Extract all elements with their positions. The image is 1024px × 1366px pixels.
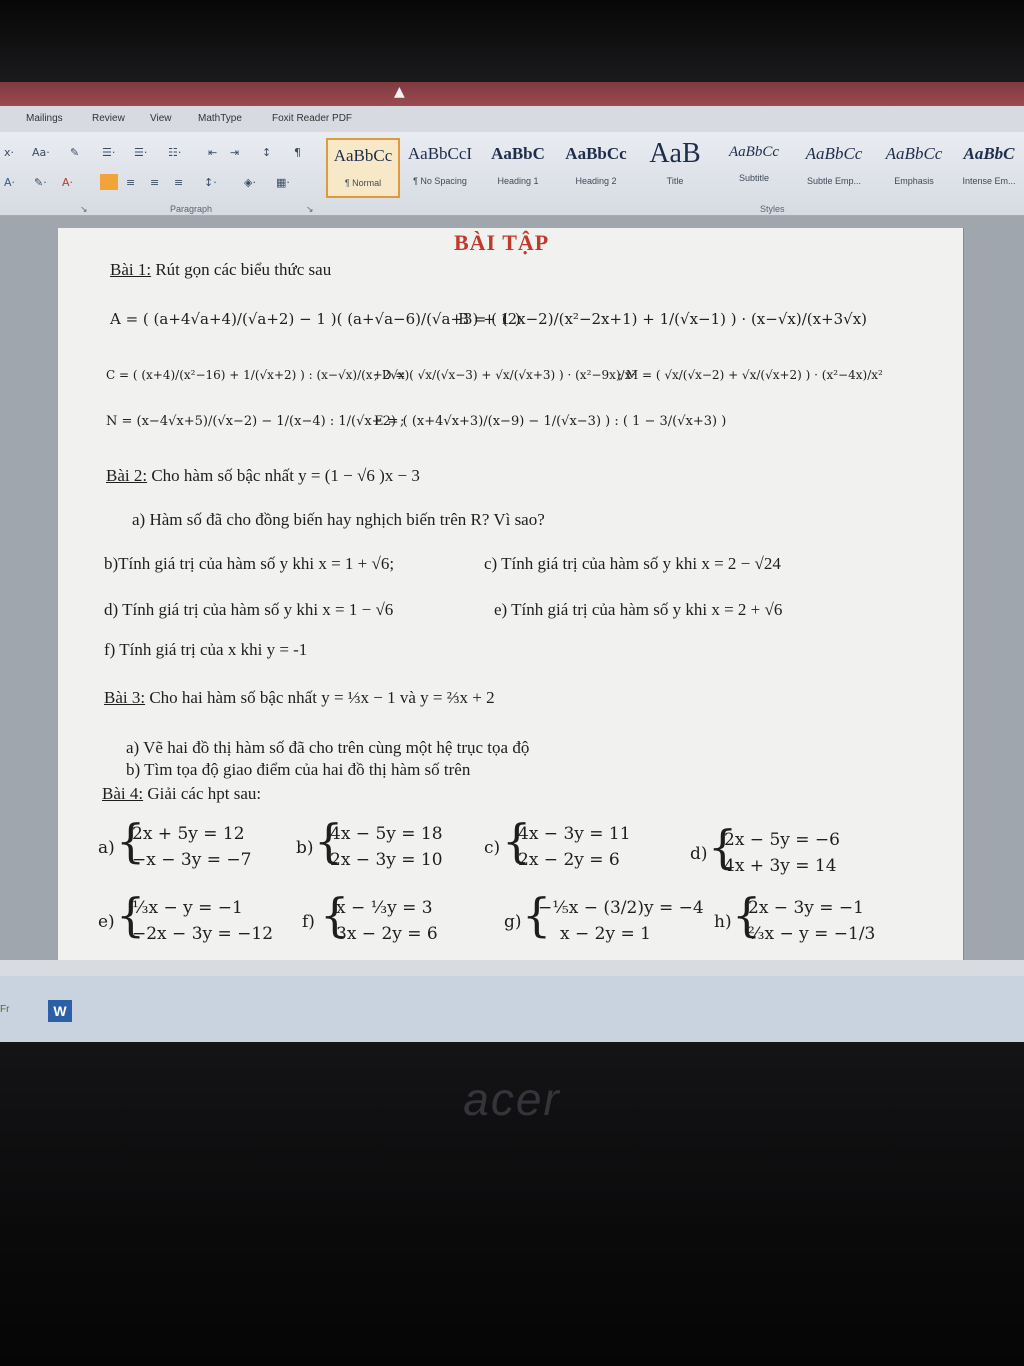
document-page[interactable]: [58, 228, 964, 968]
expr-n: N = (x−4√x+5)/(√x−2) − 1/(x−4) : 1/(√x+2) ;: [106, 414, 405, 429]
system-row-1: ⅓x − y = −1: [132, 898, 243, 918]
style-subtitle[interactable]: AaBbCc Subtitle: [729, 144, 779, 183]
tab-foxit-reader-pdf[interactable]: Foxit Reader PDF: [272, 113, 353, 124]
brace-icon: {: [320, 888, 350, 942]
style-title[interactable]: AaB Title: [649, 138, 701, 186]
align-left-icon[interactable]: [100, 174, 118, 190]
ribbon-body: [0, 132, 1024, 216]
mouse-cursor-icon: ▲: [394, 84, 405, 100]
bai2-item-c: c) Tính giá trị của hàm số y khi x = 2 − √24: [484, 554, 781, 573]
bai2-item-b: b)Tính giá trị của hàm số y khi x = 1 + √6;: [104, 554, 395, 573]
expr-d: ; D = ( √x/(√x−3) + √x/(√x+3) ) · (x²−9x)/x²: [374, 368, 637, 382]
font-color-icon[interactable]: A·: [62, 176, 74, 189]
style-heading-2[interactable]: AaBbCc Heading 2: [565, 144, 627, 186]
brace-icon: {: [116, 814, 146, 868]
expr-b: B = ( (2x−2)/(x²−2x+1) + 1/(√x−1) ) · (x−√x)/(x+3√x): [458, 310, 868, 328]
system-row-1: 2x + 5y = 12: [132, 824, 245, 844]
tab-review[interactable]: Review: [92, 113, 125, 124]
increase-indent-icon[interactable]: ⇥: [230, 146, 240, 159]
horizontal-scrollbar[interactable]: [0, 960, 1024, 976]
change-case-icon[interactable]: Aa·: [32, 146, 50, 159]
bai4-line: [102, 784, 261, 804]
brace-icon: {: [708, 820, 738, 874]
system-row-1: 4x − 5y = 18: [330, 824, 443, 844]
laptop-brand-logo: acer: [463, 1073, 561, 1125]
bai3-line: [104, 688, 495, 708]
decrease-indent-icon[interactable]: ⇤: [208, 146, 218, 159]
system-label: h): [714, 912, 732, 932]
brace-icon: {: [502, 814, 532, 868]
align-center-icon[interactable]: ≡: [126, 176, 136, 189]
system-row-2: 4x + 3y = 14: [724, 856, 837, 876]
system-row-1: −⅕x − (3/2)y = −4: [538, 898, 704, 918]
expr-e: E = ( (x+4√x+3)/(x−9) − 1/(√x−3) ) : ( 1 − 3/(√x+3) ): [374, 414, 727, 429]
bai2-item-e: e) Tính giá trị của hàm số y khi x = 2 + √6: [494, 600, 783, 619]
system-label: e): [98, 912, 115, 932]
system-row-2: x − 2y = 1: [560, 924, 651, 944]
system-label: a): [98, 838, 115, 858]
word-app-icon[interactable]: W: [48, 1000, 72, 1022]
ribbon-tab-bar: [0, 106, 1024, 132]
show-marks-icon[interactable]: ¶: [294, 146, 301, 159]
line-spacing-icon[interactable]: ↕·: [204, 176, 217, 189]
clear-format-icon[interactable]: ✎: [70, 146, 80, 159]
paragraph-launcher-icon[interactable]: ↘: [306, 204, 314, 214]
tab-mathtype[interactable]: MathType: [198, 113, 242, 124]
bai2-line: [106, 466, 420, 486]
system-row-2: ⅔x − y = −1/3: [748, 924, 876, 944]
brace-icon: {: [116, 888, 146, 942]
bai2-item-a: a) Hàm số đã cho đồng biến hay nghịch biến trên R? Vì sao?: [132, 510, 545, 529]
bai2-item-d: d) Tính giá trị của hàm số y khi x = 1 − √6: [104, 600, 394, 619]
window-titlebar: [0, 82, 1024, 106]
system-row-1: 4x − 3y = 11: [518, 824, 631, 844]
system-row-2: 2x − 3y = 10: [330, 850, 443, 870]
style-subtle-emphasis[interactable]: AaBbCc Subtle Emp...: [805, 144, 863, 186]
system-row-1: 2x − 5y = −6: [724, 830, 840, 850]
numbering-icon[interactable]: ☰·: [134, 146, 148, 159]
bai4-heading: Bài 4:: [102, 784, 144, 803]
bai1-line: [110, 260, 331, 280]
system-row-1: 2x − 3y = −1: [748, 898, 864, 918]
style-intense-emphasis[interactable]: AaBbC Intense Em...: [962, 144, 1016, 186]
brace-icon: {: [732, 888, 762, 942]
system-label: f): [302, 912, 315, 932]
bai3-item-a: a) Vẽ hai đồ thị hàm số đã cho trên cùng một hệ trục tọa độ: [126, 738, 530, 757]
bullets-icon[interactable]: ☰·: [102, 146, 116, 159]
paragraph-group-label: Paragraph: [170, 204, 213, 214]
justify-icon[interactable]: ≡: [174, 176, 184, 189]
bai1-heading: Bài 1:: [110, 260, 152, 279]
style-normal[interactable]: AaBbCc ¶ Normal: [326, 138, 400, 198]
document-area: [0, 216, 1024, 1042]
system-row-2: −x − 3y = −7: [132, 850, 252, 870]
font-size-icon[interactable]: x·: [4, 146, 15, 159]
system-row-1: x − ⅓y = 3: [336, 898, 433, 918]
multilevel-list-icon[interactable]: ☷·: [168, 146, 182, 159]
expr-c: C = ( (x+4)/(x²−16) + 1/(√x+2) ) : (x−√x)/(x+2√x): [106, 368, 410, 382]
bai4-text: Giải các hpt sau:: [143, 784, 262, 803]
bai1-text: Rút gọn các biểu thức sau: [151, 260, 332, 279]
brace-icon: {: [314, 814, 344, 868]
taskbar-tray-icon[interactable]: Fr: [0, 1004, 10, 1015]
style-no-spacing[interactable]: AaBbCcI ¶ No Spacing: [407, 144, 473, 186]
dialog-launcher-icon[interactable]: ↘: [80, 204, 88, 214]
tab-mailings[interactable]: Mailings: [26, 113, 63, 124]
shading-icon[interactable]: ◈·: [244, 176, 256, 189]
align-right-icon[interactable]: ≡: [150, 176, 160, 189]
style-heading-1[interactable]: AaBbC Heading 1: [491, 144, 545, 186]
borders-icon[interactable]: ▦·: [276, 176, 290, 189]
system-row-2: −2x − 3y = −12: [132, 924, 274, 944]
page-title: BÀI TẬP: [454, 230, 550, 255]
brace-icon: {: [522, 888, 552, 942]
expr-a: A = ( (a+4√a+4)/(√a+2) − 1 )( (a+√a−6)/(√a+3) + 1 ): [110, 310, 521, 328]
laptop-bezel-top: [0, 0, 1024, 82]
system-row-2: 2x − 2y = 6: [518, 850, 620, 870]
text-highlight-icon[interactable]: ✎·: [34, 176, 47, 189]
taskbar: [0, 976, 1024, 1042]
bai2-text: Cho hàm số bậc nhất y = (1 − √6 )x − 3: [147, 466, 420, 485]
tab-view[interactable]: View: [150, 113, 172, 124]
styles-group-label: Styles: [760, 204, 785, 214]
bai3-heading: Bài 3:: [104, 688, 146, 707]
bai3-text: Cho hai hàm số bậc nhất y = ⅓x − 1 và y = ⅔x + 2: [145, 688, 495, 707]
expr-m: ; M = ( √x/(√x−2) + √x/(√x+2) ) · (x²−4x)/x²: [618, 368, 883, 382]
system-label: d): [690, 844, 708, 864]
system-row-2: 3x − 2y = 6: [336, 924, 438, 944]
bai2-heading: Bài 2:: [106, 466, 148, 485]
highlight-icon[interactable]: A·: [4, 176, 16, 189]
system-label: b): [296, 838, 314, 858]
sort-icon[interactable]: ↕: [262, 146, 272, 159]
system-label: c): [484, 838, 501, 858]
bai2-item-f: f) Tính giá trị của x khi y = -1: [104, 640, 308, 659]
bai3-item-b: b) Tìm tọa độ giao điểm của hai đồ thị hàm số trên: [126, 760, 471, 779]
system-label: g): [504, 912, 522, 932]
laptop-screen: [0, 82, 1024, 1042]
style-emphasis[interactable]: AaBbCc Emphasis: [885, 144, 943, 186]
